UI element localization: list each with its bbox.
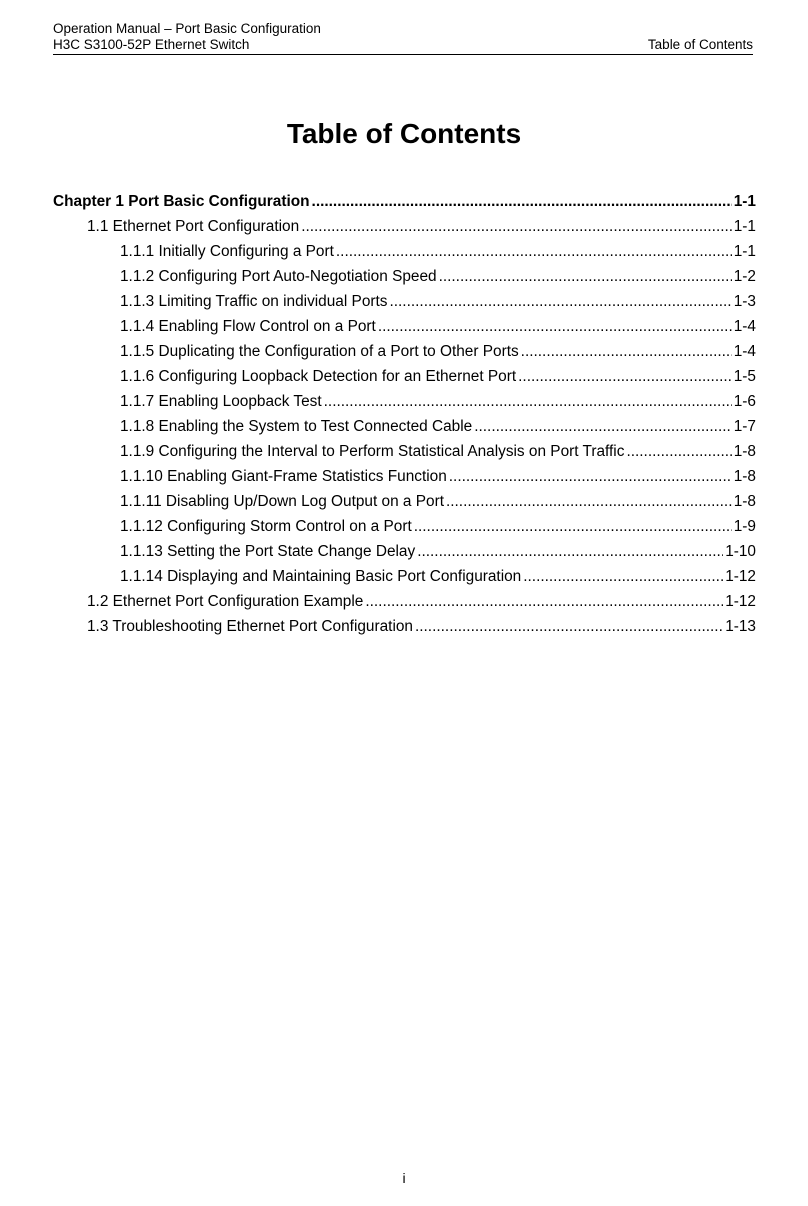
- toc-dot-leader: [449, 464, 732, 489]
- toc-entry-title[interactable]: 1.1.9 Configuring the Interval to Perform Statistical Analysis on Port Traffic: [120, 443, 625, 460]
- toc-entry[interactable]: [53, 289, 756, 314]
- toc-dot-leader: [414, 514, 732, 539]
- toc-entry-page[interactable]: 1-10: [725, 543, 756, 560]
- toc-entry-title[interactable]: 1.1.3 Limiting Traffic on individual Ports: [120, 293, 388, 310]
- toc-entry-title[interactable]: 1.1.8 Enabling the System to Test Connected Cable: [120, 418, 473, 435]
- toc-entry-title[interactable]: 1.1.7 Enabling Loopback Test: [120, 393, 322, 410]
- toc-entry[interactable]: [53, 489, 756, 514]
- toc-entry[interactable]: [53, 589, 756, 614]
- toc-entry-page[interactable]: 1-12: [725, 593, 756, 610]
- toc-entry-page[interactable]: 1-12: [725, 568, 756, 585]
- toc-dot-leader: [415, 614, 723, 639]
- toc-entry-page[interactable]: 1-5: [733, 368, 756, 385]
- toc-entry[interactable]: [53, 314, 756, 339]
- toc-entry-page[interactable]: 1-7: [733, 418, 756, 435]
- toc-entry-page[interactable]: 1-1: [733, 193, 756, 210]
- toc-entry-title[interactable]: Chapter 1 Port Basic Configuration: [53, 193, 310, 210]
- toc-entry[interactable]: [53, 414, 756, 439]
- toc-entry-page[interactable]: 1-8: [733, 493, 756, 510]
- toc-dot-leader: [301, 214, 732, 239]
- toc-entry-title[interactable]: 1.1 Ethernet Port Configuration: [87, 218, 300, 235]
- toc-dot-leader: [378, 314, 732, 339]
- toc-entry[interactable]: [53, 214, 756, 239]
- toc-dot-leader: [417, 539, 723, 564]
- toc-entry-title[interactable]: 1.1.14 Displaying and Maintaining Basic Port Configuration: [120, 568, 522, 585]
- toc-entry[interactable]: [53, 539, 756, 564]
- toc-entry-page[interactable]: 1-13: [725, 618, 756, 635]
- toc-entry-title[interactable]: 1.1.2 Configuring Port Auto-Negotiation Speed: [120, 268, 437, 285]
- toc-entry[interactable]: [53, 364, 756, 389]
- toc-dot-leader: [336, 239, 732, 264]
- header-manual-title: Operation Manual – Port Basic Configuration: [53, 21, 321, 36]
- table-of-contents: [53, 189, 756, 639]
- toc-entry-title[interactable]: 1.1.4 Enabling Flow Control on a Port: [120, 318, 376, 335]
- toc-dot-leader: [523, 564, 723, 589]
- toc-entry-page[interactable]: 1-8: [733, 468, 756, 485]
- toc-dot-leader: [312, 189, 732, 214]
- toc-entry[interactable]: [53, 464, 756, 489]
- toc-entry[interactable]: [53, 439, 756, 464]
- toc-entry-page[interactable]: 1-2: [733, 268, 756, 285]
- toc-dot-leader: [389, 289, 731, 314]
- toc-dot-leader: [626, 439, 731, 464]
- header-product-name: H3C S3100-52P Ethernet Switch: [53, 37, 250, 52]
- toc-entry-page[interactable]: 1-8: [733, 443, 756, 460]
- toc-entry-page[interactable]: 1-3: [733, 293, 756, 310]
- toc-entry[interactable]: [53, 514, 756, 539]
- toc-entry[interactable]: [53, 189, 756, 214]
- toc-entry-title[interactable]: 1.1.5 Duplicating the Configuration of a Port to Other Ports: [120, 343, 519, 360]
- toc-entry-title[interactable]: 1.2 Ethernet Port Configuration Example: [87, 593, 364, 610]
- toc-entry-title[interactable]: 1.3 Troubleshooting Ethernet Port Configuration: [87, 618, 413, 635]
- toc-entry-title[interactable]: 1.1.6 Configuring Loopback Detection for an Ethernet Port: [120, 368, 517, 385]
- page-number: i: [402, 1170, 406, 1186]
- toc-entry[interactable]: [53, 339, 756, 364]
- page-header: [53, 20, 753, 55]
- toc-entry[interactable]: [53, 389, 756, 414]
- toc-entry-page[interactable]: 1-4: [733, 318, 756, 335]
- toc-entry-page[interactable]: 1-6: [733, 393, 756, 410]
- toc-entry-page[interactable]: 1-1: [733, 218, 756, 235]
- toc-entry[interactable]: [53, 614, 756, 639]
- toc-entry[interactable]: [53, 264, 756, 289]
- toc-dot-leader: [474, 414, 732, 439]
- toc-entry-page[interactable]: 1-9: [733, 518, 756, 535]
- toc-entry[interactable]: [53, 239, 756, 264]
- toc-dot-leader: [521, 339, 732, 364]
- toc-dot-leader: [518, 364, 732, 389]
- toc-entry-page[interactable]: 1-4: [733, 343, 756, 360]
- toc-dot-leader: [439, 264, 732, 289]
- toc-entry-title[interactable]: 1.1.13 Setting the Port State Change Delay: [120, 543, 416, 560]
- toc-entry-title[interactable]: 1.1.12 Configuring Storm Control on a Port: [120, 518, 412, 535]
- page-title: Table of Contents: [286, 118, 522, 149]
- header-section-name: Table of Contents: [647, 37, 753, 52]
- toc-dot-leader: [324, 389, 732, 414]
- toc-entry-title[interactable]: 1.1.11 Disabling Up/Down Log Output on a Port: [120, 493, 444, 510]
- toc-dot-leader: [365, 589, 723, 614]
- toc-entry-title[interactable]: 1.1.10 Enabling Giant-Frame Statistics Function: [120, 468, 447, 485]
- toc-entry[interactable]: [53, 564, 756, 589]
- toc-dot-leader: [446, 489, 732, 514]
- toc-entry-title[interactable]: 1.1.1 Initially Configuring a Port: [120, 243, 334, 260]
- toc-entry-page[interactable]: 1-1: [733, 243, 756, 260]
